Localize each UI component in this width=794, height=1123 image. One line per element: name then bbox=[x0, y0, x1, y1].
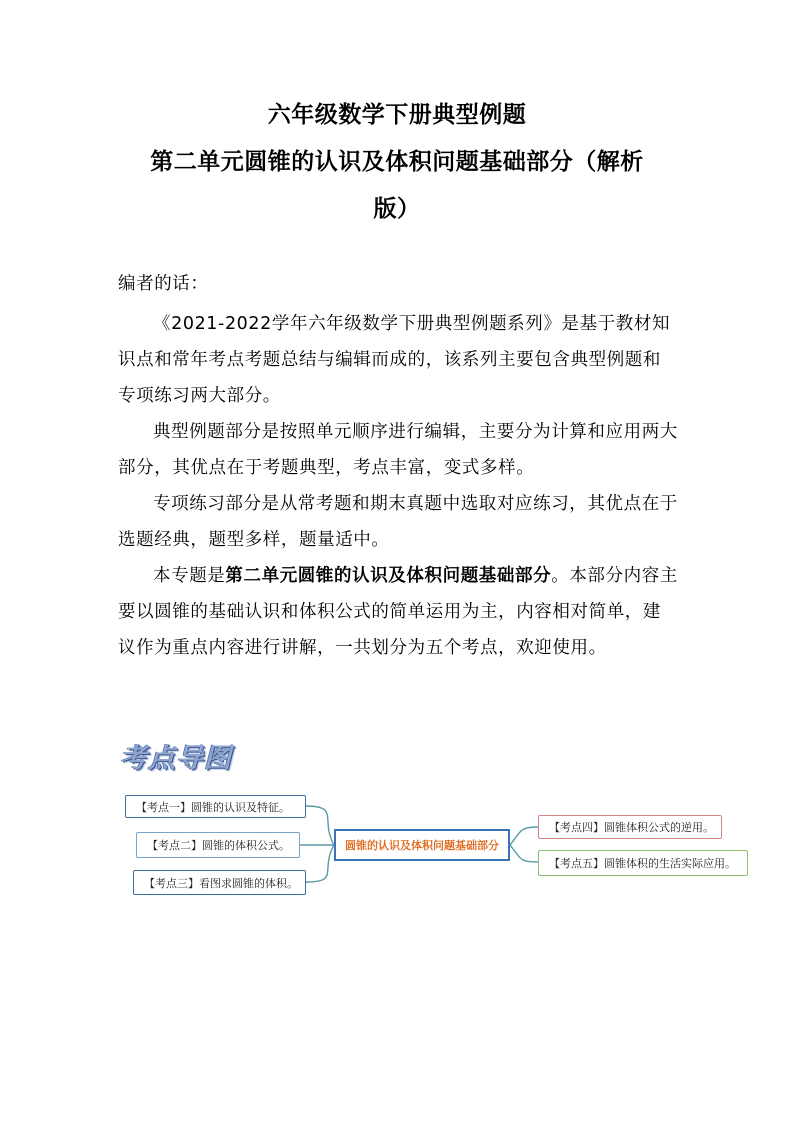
document-title-line1: 六年级数学下册典型例题 bbox=[267, 102, 527, 128]
paragraph-examples: 典型例题部分是按照单元顺序进行编辑，主要分为计算和应用两大部分，其优点在于考题典型，考点丰富，变式多样。 bbox=[118, 422, 678, 478]
mindmap-node-point1: 【考点一】圆锥的认识及特征。 bbox=[125, 795, 306, 818]
connector-right-2 bbox=[510, 845, 538, 862]
paragraph-exercises: 专项练习部分是从常考题和期末真题中选取对应练习，其优点在于选题经典，题型多样，题量适中。 bbox=[118, 494, 678, 550]
paragraph-intro: 《2021-2022学年六年级数学下册典型例题系列》是基于教材知识点和常年考点考题总结与编辑而成的，该系列主要包含典型例题和专项练习两大部分。 bbox=[118, 314, 671, 406]
mindmap-node-point3: 【考点三】看图求圆锥的体积。 bbox=[133, 870, 306, 895]
connector-left-3 bbox=[306, 845, 334, 882]
mindmap-node-point4: 【考点四】圆锥体积公式的逆用。 bbox=[538, 815, 722, 839]
editor-label: 编者的话： bbox=[118, 274, 209, 294]
mindmap-node-point2: 【考点二】圆锥的体积公式。 bbox=[136, 832, 300, 858]
connector-right-1 bbox=[510, 827, 538, 845]
section-heading-mindmap: 考点导图 bbox=[120, 743, 232, 774]
topic-suffix: 。本部分内容主要以圆锥的基础认识和体积公式的简单运用为主，内容相对简单，建议作为重点内容进行讲解，一共划分为五个考点，欢迎使用。 bbox=[118, 566, 678, 658]
editor-note bbox=[118, 266, 678, 666]
mindmap-center-node: 圆锥的认识及体积问题基础部分 bbox=[334, 829, 510, 861]
document-title-line3: 版） bbox=[373, 196, 421, 222]
topic-prefix: 本专题是 bbox=[153, 566, 226, 586]
connector-left-1 bbox=[306, 806, 334, 845]
topic-name: 第二单元圆锥的认识及体积问题基础部分 bbox=[225, 566, 552, 586]
document-title-line2: 第二单元圆锥的认识及体积问题基础部分（解析 bbox=[150, 149, 644, 175]
mindmap-node-point5: 【考点五】圆锥体积的生活实际应用。 bbox=[538, 850, 748, 876]
paragraph-topic bbox=[118, 558, 678, 666]
